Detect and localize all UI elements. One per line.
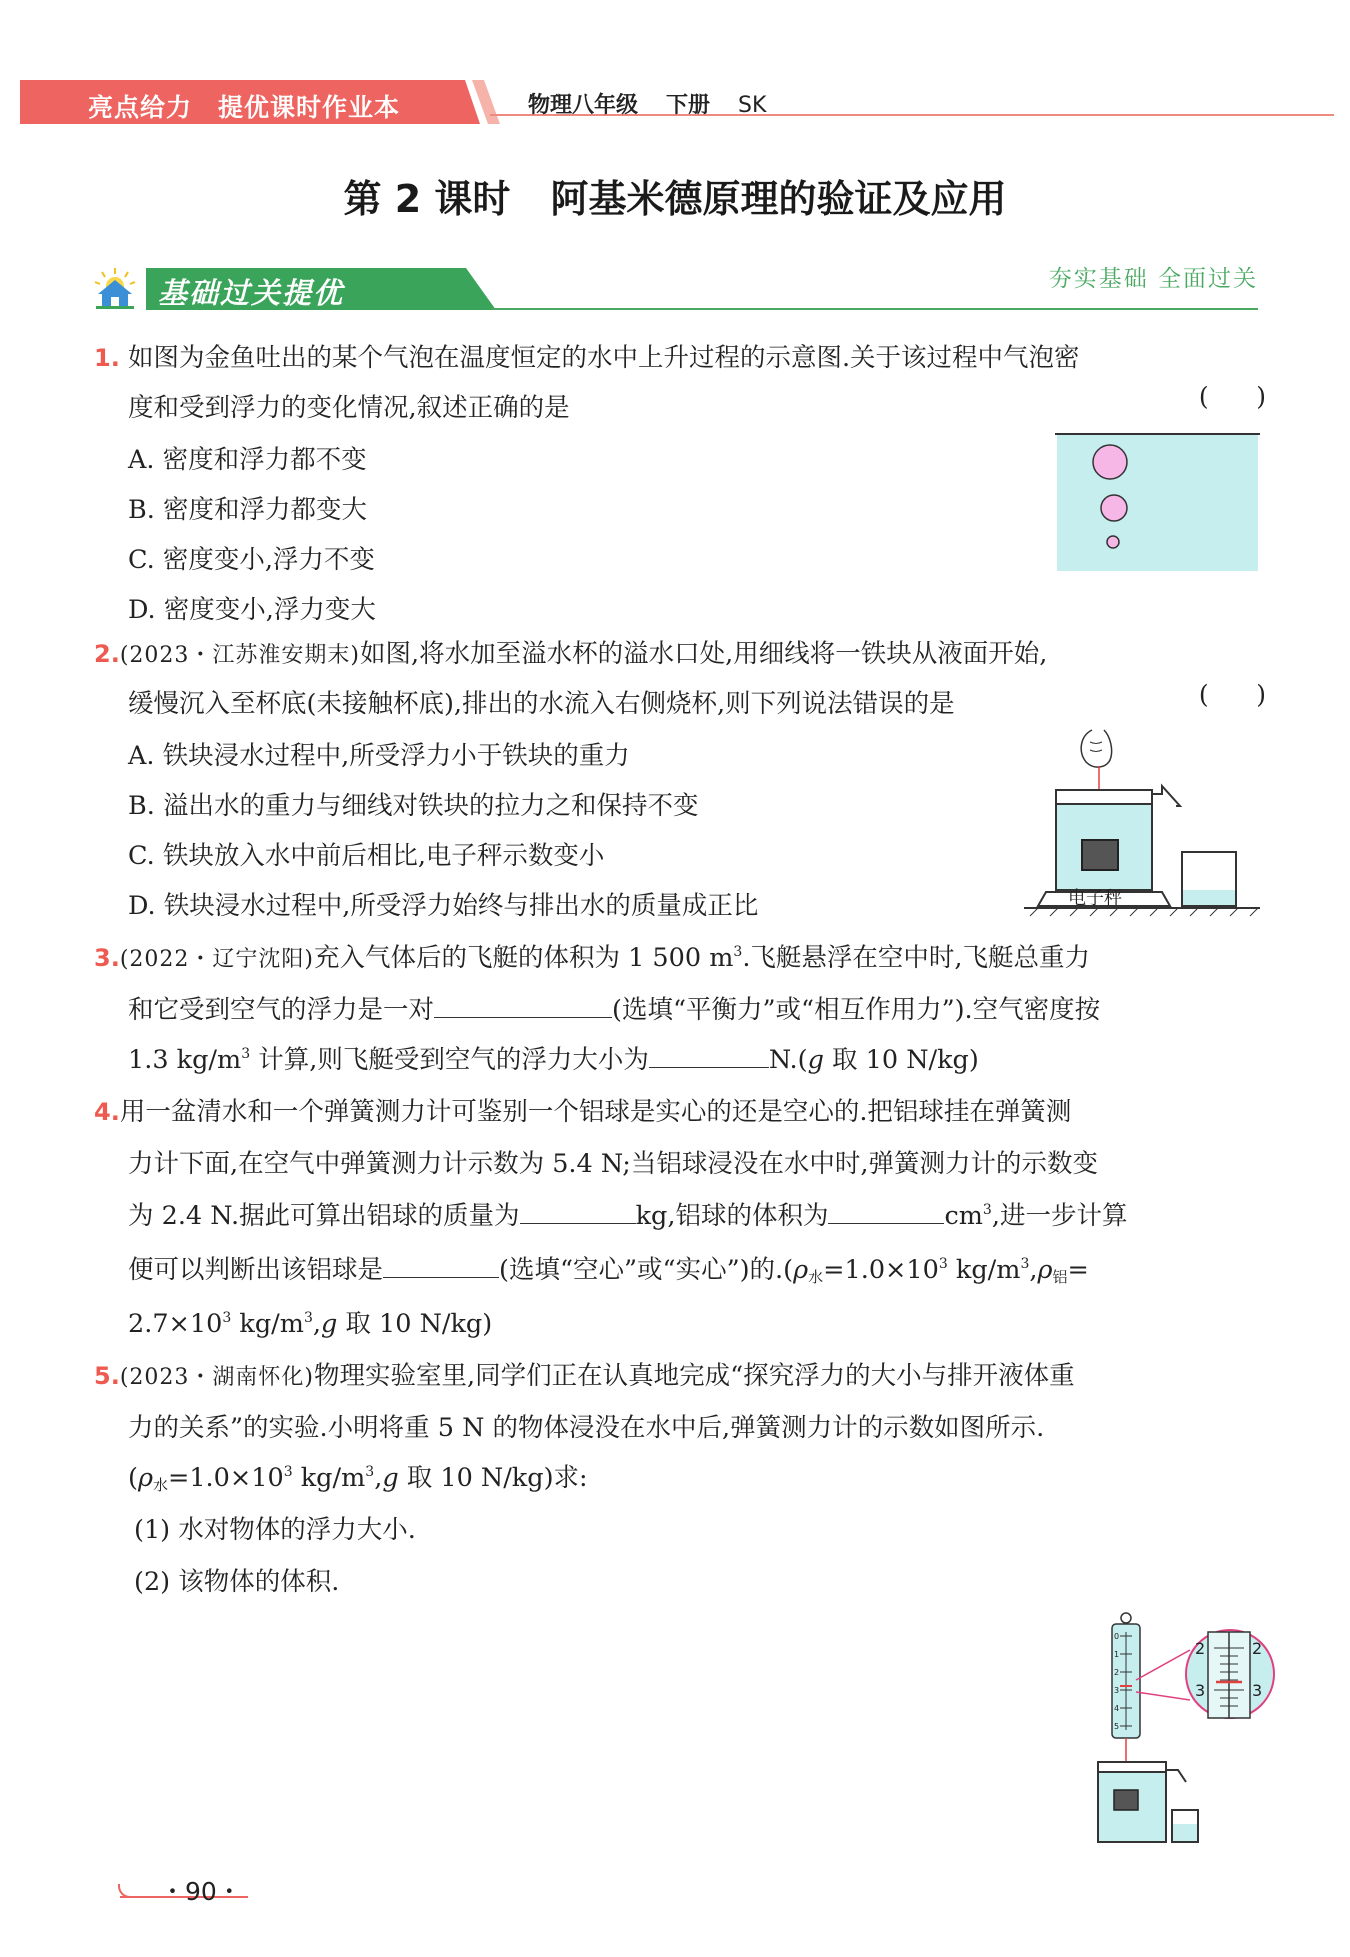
lesson-name: 阿基米德原理的验证及应用	[550, 177, 1007, 221]
q4-sup-5a: 3	[222, 1310, 232, 1326]
q4-line-4	[128, 1250, 1089, 1287]
scale-tick-5: 5	[1114, 1722, 1120, 1731]
zoom-label-2-right: 2	[1252, 1639, 1263, 1658]
q3-text-1b: .飞艇悬浮在空中时,飞艇总重力	[742, 943, 1091, 973]
q5-text-3b: =1.0×10	[167, 1463, 284, 1493]
bubble-large	[1093, 445, 1127, 479]
q2-number: 2.	[94, 640, 120, 668]
q5-rho: ρ	[137, 1463, 153, 1493]
q1-text-1: 如图为金鱼吐出的某个气泡在温度恒定的水中上升过程的示意图.关于该过程中气泡密	[127, 343, 1080, 373]
scale-tick-1: 1	[1114, 1650, 1120, 1659]
q4-text-4f: =	[1067, 1255, 1089, 1285]
q5-text-3e: 取 10 N/kg)求:	[398, 1463, 588, 1493]
q3-text-2b: (选填“平衡力”或“相互作用力”).空气密度按	[612, 995, 1101, 1025]
q5-line-1	[94, 1356, 1075, 1392]
q4-text-4e: ,	[1029, 1255, 1038, 1285]
q4-sup-4b: 3	[1020, 1256, 1030, 1272]
house-icon	[92, 266, 138, 310]
q3-text-3a: 1.3 kg/m	[128, 1045, 242, 1075]
scale-tick-0: 0	[1114, 1632, 1120, 1641]
q3-line-2	[128, 990, 1100, 1026]
page-header	[20, 80, 1334, 126]
page-number: ・90・	[160, 1877, 242, 1906]
q2-line-2: 缓慢沉入至杯底(未接触杯底),排出的水流入右侧烧杯,则下列说法错误的是	[128, 689, 955, 719]
q5-line-2: 力的关系”的实验.小明将重 5 N 的物体浸没在水中后,弹簧测力计的示数如图所示.	[128, 1413, 1045, 1443]
zoom-label-3-right: 3	[1252, 1681, 1263, 1700]
q4-line-5	[128, 1304, 492, 1340]
q4-sup-5b: 3	[303, 1310, 313, 1326]
q4-rho-1: ρ	[793, 1255, 809, 1285]
q3-text-3d: 取 10 N/kg)	[823, 1045, 979, 1075]
q5-source: (2023・湖南怀化)	[119, 1365, 314, 1390]
q5-object	[1114, 1790, 1138, 1810]
q3-sup-1: 3	[733, 944, 743, 960]
q1-number: 1.	[94, 344, 120, 372]
lesson-title	[0, 168, 1350, 223]
q1-option-d: D. 密度变小,浮力变大	[128, 595, 376, 625]
section-banner	[92, 258, 1258, 312]
q3-blank-1[interactable]	[434, 992, 612, 1018]
q1-option-a: A. 密度和浮力都不变	[128, 445, 367, 475]
bubble-figure	[1055, 428, 1260, 573]
q4-text-3a: 为 2.4 N.据此可算出铝球的质量为	[128, 1201, 520, 1231]
header-meta	[528, 88, 794, 119]
q5-text-1: 物理实验室里,同学们正在认真地完成“探究浮力的大小与排开液体重	[313, 1361, 1075, 1391]
section-title: 基础过关提优	[158, 276, 345, 310]
q2-line-1	[94, 634, 1047, 670]
q5-number: 5.	[94, 1362, 120, 1390]
section-slogan: 夯实基础 全面过关	[1048, 266, 1258, 292]
q5-sup-2: 3	[365, 1464, 375, 1480]
q5-sup-1: 3	[283, 1464, 293, 1480]
q5-line-3	[128, 1458, 588, 1495]
q2-text-1: 如图,将水加至溢水杯的溢水口处,用细线将一铁块从液面开始,	[359, 639, 1048, 669]
q3-number: 3.	[94, 944, 120, 972]
q4-line-3	[128, 1196, 1127, 1232]
brand-name: 亮点给力	[88, 93, 193, 122]
q4-text-1: 用一盆清水和一个弹簧测力计可鉴别一个铝球是实心的还是空心的.把铝球挂在弹簧测	[119, 1097, 1072, 1127]
bubble-small	[1107, 536, 1119, 548]
q4-text-3d: ,进一步计算	[991, 1201, 1128, 1231]
scale-tick-3: 3	[1114, 1686, 1120, 1695]
book-name: 提优课时作业本	[218, 93, 401, 122]
q5-sub-water: 水	[152, 1476, 168, 1494]
q5-sub-question-2: (2) 该物体的体积.	[134, 1567, 340, 1597]
q4-blank-mass[interactable]	[520, 1198, 636, 1224]
q4-rho-2: ρ	[1037, 1255, 1053, 1285]
q4-line-1	[94, 1092, 1071, 1128]
q1-option-b: B. 密度和浮力都变大	[128, 495, 367, 525]
q3-text-1a: 充入气体后的飞艇的体积为 1 500 m	[313, 943, 734, 973]
q1-line-1	[94, 338, 1080, 374]
q3-g-symbol: g	[807, 1045, 824, 1075]
q4-text-5b: kg/m	[231, 1309, 304, 1339]
q2-option-b: B. 溢出水的重力与细线对铁块的拉力之和保持不变	[128, 791, 699, 821]
spring-scale-figure	[1090, 1610, 1280, 1850]
scale-tick-2: 2	[1114, 1668, 1120, 1677]
q5-text-3d: ,	[374, 1463, 383, 1493]
zoom-label-2-left: 2	[1195, 1639, 1206, 1658]
q2-option-c: C. 铁块放入水中前后相比,电子秤示数变小	[128, 841, 605, 871]
q4-sub-water: 水	[808, 1268, 824, 1286]
volume-label: 下册	[666, 93, 711, 118]
lesson-part: 第 2 课时	[343, 177, 511, 221]
q3-line-3	[128, 1040, 979, 1076]
q4-text-4a: 便可以判断出该铝球是	[128, 1255, 384, 1285]
section-rule	[492, 308, 1258, 310]
scale-label: 电子秤	[1068, 888, 1122, 909]
q4-text-4b: (选填“空心”或“实心”)的.(	[499, 1255, 794, 1285]
q4-blank-solid[interactable]	[383, 1252, 499, 1278]
q3-blank-2[interactable]	[649, 1042, 769, 1068]
q1-answer-paren[interactable]: ( )	[1198, 382, 1266, 411]
q4-text-4c: =1.0×10	[823, 1255, 939, 1285]
q4-text-4d: kg/m	[947, 1255, 1021, 1285]
header-brand	[88, 88, 426, 124]
q1-option-c: C. 密度变小,浮力不变	[128, 545, 375, 575]
q5-text-3a: (	[128, 1463, 138, 1493]
q2-source: (2023・江苏淮安期末)	[119, 643, 360, 668]
q1-line-2: 度和受到浮力的变化情况,叙述正确的是	[128, 393, 570, 423]
q4-text-3b: kg,铝球的体积为	[635, 1201, 829, 1231]
edition-label: SK	[738, 93, 767, 118]
q3-line-1	[94, 938, 1090, 974]
hand-icon	[1081, 730, 1111, 767]
q3-sup-3: 3	[241, 1046, 251, 1062]
q2-option-a: A. 铁块浸水过程中,所受浮力小于铁块的重力	[128, 741, 630, 771]
q2-option-d: D. 铁块浸水过程中,所受浮力始终与排出水的质量成正比	[128, 891, 759, 921]
q3-text-3c: N.(	[768, 1045, 808, 1075]
q3-source: (2022・辽宁沈阳)	[119, 947, 314, 972]
q2-answer-paren[interactable]: ( )	[1198, 680, 1266, 709]
q4-text-5d: 取 10 N/kg)	[337, 1309, 493, 1339]
subject-label: 物理八年级	[528, 93, 639, 118]
q5-text-3c: kg/m	[292, 1463, 366, 1493]
overflow-cup-figure	[1020, 722, 1265, 922]
q4-text-5a: 2.7×10	[128, 1309, 223, 1339]
zoom-label-3-left: 3	[1195, 1681, 1206, 1700]
q4-sup-4a: 3	[938, 1256, 948, 1272]
q4-line-2: 力计下面,在空气中弹簧测力计示数为 5.4 N;当铝球浸没在水中时,弹簧测力计的示数变	[128, 1149, 1098, 1179]
q4-sub-al: 铝	[1052, 1268, 1068, 1286]
q5-g-symbol: g	[382, 1463, 399, 1493]
scale-tick-4: 4	[1114, 1704, 1120, 1713]
q3-text-2a: 和它受到空气的浮力是一对	[128, 995, 435, 1025]
bubble-medium	[1101, 495, 1127, 521]
q4-g-symbol: g	[320, 1309, 338, 1339]
q4-number: 4.	[94, 1098, 120, 1126]
q4-text-5c: ,	[312, 1309, 321, 1339]
q3-text-3b: 计算,则飞艇受到空气的浮力大小为	[250, 1045, 649, 1075]
iron-block	[1082, 840, 1118, 870]
q4-sup-3: 3	[982, 1202, 992, 1218]
q5-sub-question-1: (1) 水对物体的浮力大小.	[134, 1515, 416, 1545]
q4-blank-volume[interactable]	[828, 1198, 944, 1224]
q4-text-3c: cm	[944, 1201, 983, 1231]
